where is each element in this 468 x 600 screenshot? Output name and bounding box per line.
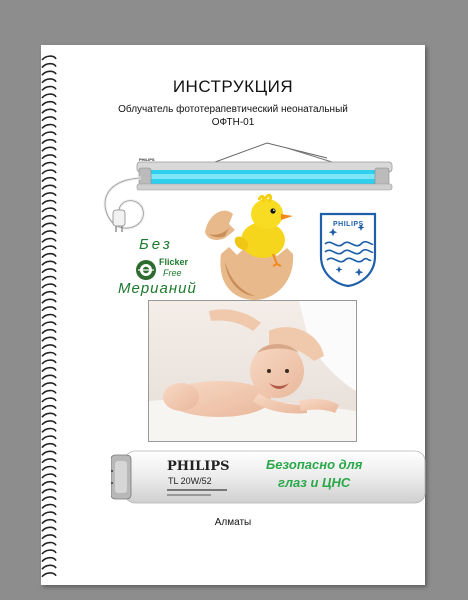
spiral-ring: [42, 489, 56, 493]
spiral-ring: [42, 565, 56, 569]
tube-model: TL 20W/52: [168, 476, 212, 486]
spiral-ring: [42, 337, 56, 341]
flicker-label: Flicker: [159, 257, 189, 267]
chick-in-egg-image: [203, 192, 308, 302]
spiral-ring: [42, 231, 56, 235]
spiral-ring: [42, 185, 56, 189]
spiral-ring: [42, 109, 56, 113]
spiral-ring: [42, 193, 56, 197]
device-model: ОФТН-01: [211, 117, 255, 128]
spiral-ring: [42, 421, 56, 425]
spiral-ring: [42, 543, 56, 547]
spiral-ring: [42, 299, 56, 303]
spiral-ring: [42, 284, 56, 288]
spiral-ring: [42, 558, 56, 562]
spiral-ring: [42, 292, 56, 296]
spiral-ring: [42, 527, 56, 531]
spiral-ring: [42, 254, 56, 258]
spiral-ring: [42, 79, 56, 83]
spiral-ring: [42, 132, 56, 136]
spiral-ring: [42, 406, 56, 410]
spiral-ring: [42, 277, 56, 281]
spiral-ring: [42, 550, 56, 554]
spiral-ring: [42, 163, 56, 167]
spiral-ring: [42, 56, 56, 60]
spiral-ring: [42, 216, 56, 220]
spiral-binding: [40, 53, 58, 578]
spiral-ring: [42, 413, 56, 417]
spiral-ring: [42, 140, 56, 144]
spiral-ring: [42, 64, 56, 68]
free-label: Free: [163, 268, 182, 278]
badge-meriany: Мерианий: [118, 280, 197, 297]
spiral-ring: [42, 398, 56, 402]
spiral-ring: [42, 269, 56, 273]
spiral-ring: [42, 155, 56, 159]
spiral-ring: [42, 322, 56, 326]
spiral-ring: [42, 178, 56, 182]
spiral-ring: [42, 497, 56, 501]
spiral-ring: [42, 239, 56, 243]
spiral-ring: [42, 117, 56, 121]
spiral-ring: [42, 375, 56, 379]
spiral-ring: [42, 315, 56, 319]
spiral-ring: [42, 429, 56, 433]
spiral-ring: [42, 535, 56, 539]
instruction-cover-page: [41, 45, 425, 585]
spiral-ring: [42, 201, 56, 205]
safety-label-line2: глаз и ЦНС: [278, 475, 351, 490]
spiral-ring: [42, 467, 56, 471]
lamp-brand-label: PHILIPS: [139, 157, 155, 162]
philips-logo-text: PHILIPS: [333, 221, 364, 228]
badge-bez: Без: [139, 236, 173, 253]
spiral-ring: [42, 345, 56, 349]
spiral-ring: [42, 451, 56, 455]
spiral-ring: [42, 246, 56, 250]
spiral-ring: [42, 505, 56, 509]
spiral-ring: [42, 94, 56, 98]
spiral-ring: [42, 474, 56, 478]
spiral-ring: [42, 391, 56, 395]
safety-label-line1: Безопасно для: [266, 457, 363, 472]
spiral-ring: [42, 307, 56, 311]
baby-photo: [148, 300, 357, 442]
spiral-ring: [42, 444, 56, 448]
spiral-ring: [42, 436, 56, 440]
spiral-ring: [42, 170, 56, 174]
spiral-ring: [42, 102, 56, 106]
spiral-ring: [42, 71, 56, 75]
spiral-ring: [42, 459, 56, 463]
page-title: ИНСТРУКЦИЯ: [172, 77, 294, 96]
spiral-ring: [42, 520, 56, 524]
spiral-ring: [42, 147, 56, 151]
spiral-ring: [42, 87, 56, 91]
tube-brand: PHILIPS: [167, 459, 230, 474]
device-name: Облучатель фототерапевтический неонатальный: [118, 104, 348, 115]
spiral-ring: [42, 208, 56, 212]
spiral-ring: [42, 360, 56, 364]
spiral-ring: [42, 573, 56, 577]
spiral-ring: [42, 353, 56, 357]
spiral-ring: [42, 482, 56, 486]
spiral-ring: [42, 125, 56, 129]
spiral-ring: [42, 383, 56, 387]
spiral-ring: [42, 261, 56, 265]
spiral-ring: [42, 368, 56, 372]
spiral-ring: [42, 512, 56, 516]
city-name: Алматы: [214, 517, 252, 528]
philips-tube-image: [111, 441, 429, 519]
spiral-ring: [42, 223, 56, 227]
spiral-ring: [42, 330, 56, 334]
